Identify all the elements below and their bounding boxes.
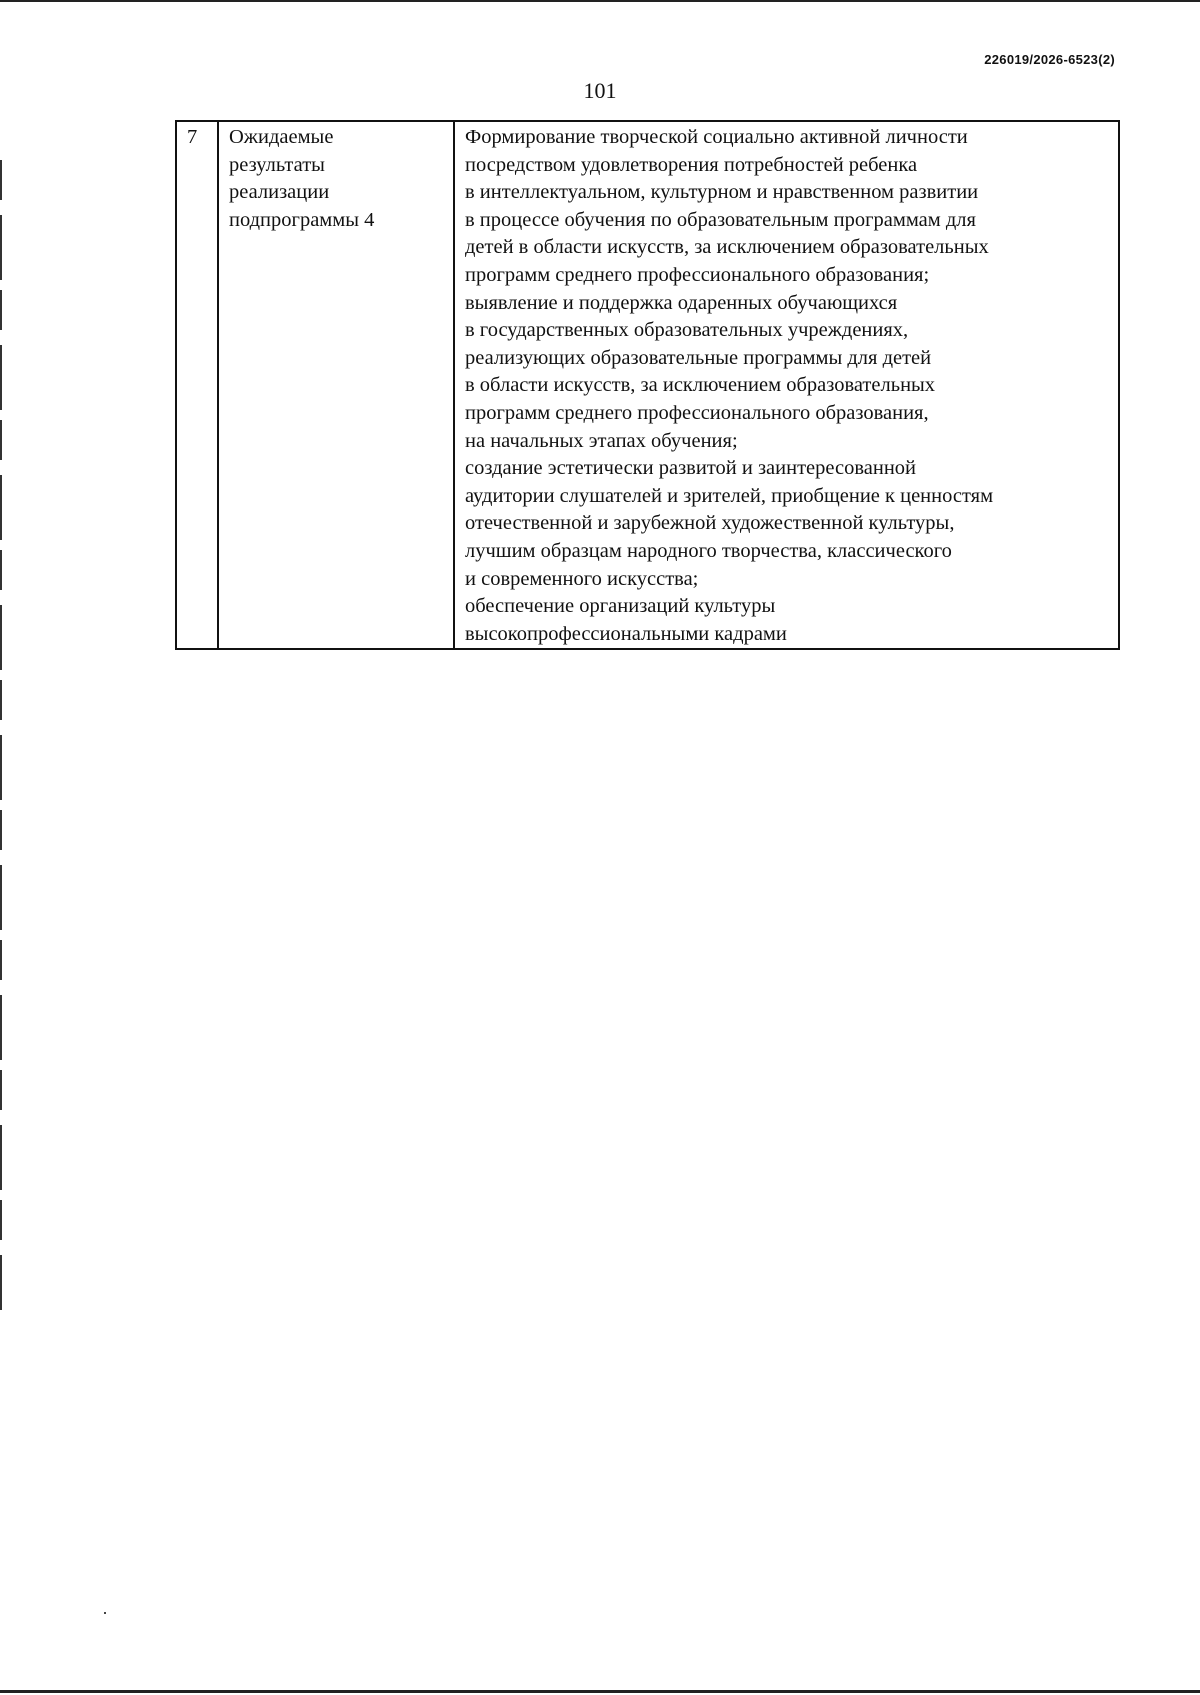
- row-description-cell: [454, 121, 1119, 649]
- scan-edge-top: [0, 0, 1200, 2]
- description-line: в процессе обучения по образовательным программам для: [465, 208, 976, 231]
- description-line: и современного искусства;: [465, 567, 699, 590]
- description-line: отечественной и зарубежной художественной культуры,: [465, 512, 955, 535]
- subprogram-table: [175, 120, 1120, 650]
- row-number: 7: [187, 126, 198, 148]
- description-line: высокопрофессиональными кадрами: [465, 622, 787, 645]
- table-row: [176, 121, 1119, 649]
- description-line: выявление и поддержка одаренных обучающихся: [465, 291, 898, 314]
- description-line: аудитории слушателей и зрителей, приобщение к ценностям: [465, 484, 994, 507]
- description-line: реализующих образовательные программы для детей: [465, 346, 932, 369]
- row-name-line: подпрограммы 4: [229, 208, 375, 231]
- scan-speck: [104, 1612, 106, 1614]
- row-name-line: результаты: [229, 153, 325, 176]
- description-line: в государственных образовательных учреждениях,: [465, 319, 909, 342]
- description-line: обеспечение организаций культуры: [465, 595, 776, 618]
- description-line: лучшим образцам народного творчества, классического: [465, 539, 952, 562]
- scan-edge-bottom: [0, 1690, 1200, 1693]
- description-line: Формирование творческой социально активной личности: [465, 126, 968, 148]
- document-id: 226019/2026-6523(2): [984, 52, 1115, 67]
- description-line: на начальных этапах обучения;: [465, 429, 738, 452]
- description-line: в области искусств, за исключением образовательных: [465, 374, 936, 397]
- page-number: 101: [583, 78, 617, 103]
- row-name-cell: [218, 121, 454, 649]
- description-line: посредством удовлетворения потребностей ребенка: [465, 153, 918, 176]
- description-line: в интеллектуальном, культурном и нравственном развитии: [465, 181, 979, 204]
- description-line: программ среднего профессионального образования,: [465, 401, 929, 424]
- scan-edge-left: [0, 160, 2, 1310]
- description-line: программ среднего профессионального образования;: [465, 263, 930, 286]
- row-number-cell: [176, 121, 218, 649]
- description-line: создание эстетически развитой и заинтересованной: [465, 457, 917, 480]
- row-name-line: реализации: [229, 181, 330, 204]
- description-line: детей в области искусств, за исключением образовательных: [465, 236, 989, 259]
- row-name-line: Ожидаемые: [229, 126, 334, 148]
